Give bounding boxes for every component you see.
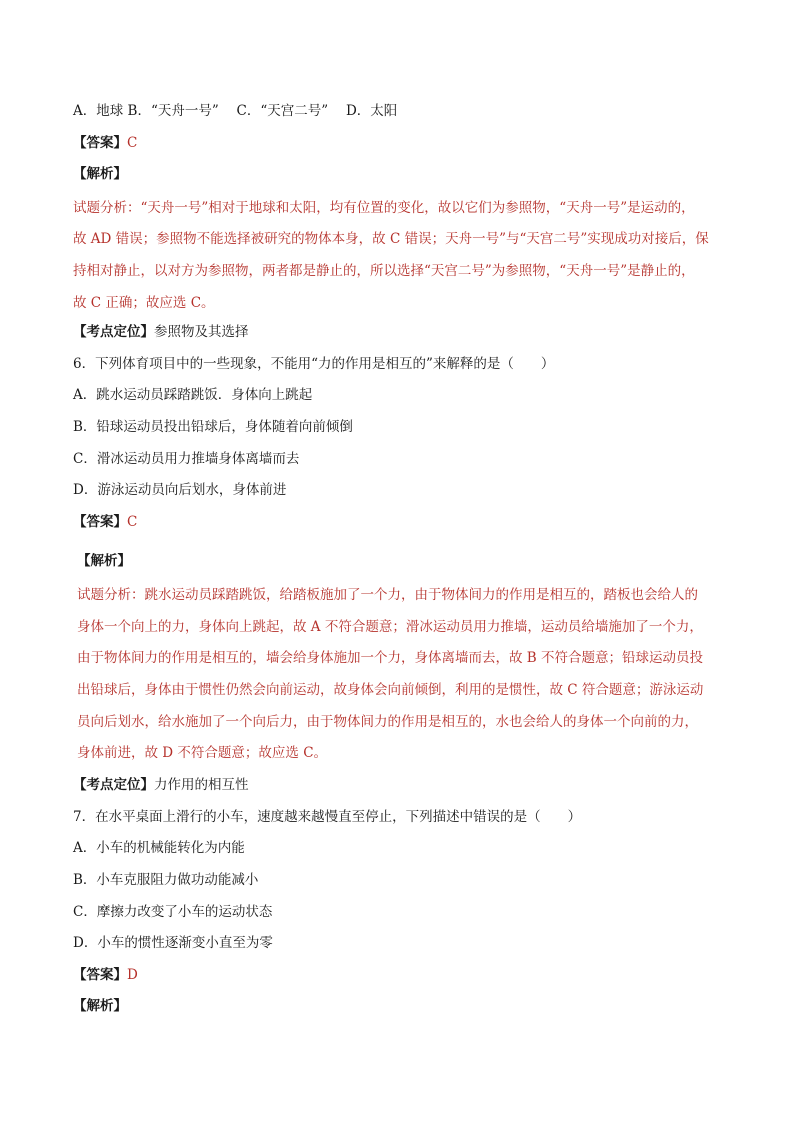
q5-analysis-text bbox=[73, 193, 733, 319]
answer-label: 【答案】 bbox=[73, 966, 127, 983]
q7-option-d: D．小车的惯性逐渐变小直至为零 bbox=[73, 935, 273, 952]
q7-option-a: A．小车的机械能转化为内能 bbox=[73, 840, 245, 857]
q7-analysis-label bbox=[73, 993, 733, 1025]
q7-question: 7．在水平桌面上滑行的小车，速度越来越慢直至停止，下列描述中错误的是（ ） bbox=[73, 808, 582, 825]
q6-option-a: A．跳水运动员踩踏跳饭．身体向上跳起 bbox=[73, 387, 313, 404]
answer-label: 【答案】 bbox=[73, 513, 127, 530]
q6-option-c: C．滑冰运动员用力推墙身体离墙而去 bbox=[73, 450, 300, 467]
answer-label: 【答案】 bbox=[73, 134, 127, 151]
point-label: 【考点定位】 bbox=[73, 777, 154, 794]
analysis-line: 持相对静止，以对方为参照物，两者都是静止的，所以选择“天宫二号”为参照物，“天舟一号”是静止的， bbox=[73, 262, 695, 279]
q6-analysis-label bbox=[73, 548, 733, 580]
answer-value: C bbox=[127, 513, 138, 530]
analysis-line: 故 C 正确；故应选 C。 bbox=[73, 294, 215, 311]
q7-option-c: C．摩擦力改变了小车的运动状态 bbox=[73, 903, 273, 920]
point-value: 力作用的相互性 bbox=[154, 777, 249, 794]
answer-value: C bbox=[127, 134, 138, 151]
q6-analysis-text bbox=[73, 580, 733, 770]
document-page bbox=[73, 98, 733, 1025]
q6-option-d: D．游泳运动员向后划水，身体前进 bbox=[73, 482, 287, 499]
analysis-line: 员向后划水，给水施加了一个向后力，由于物体间力的作用是相互的，水也会给人的身体一个向前的力， bbox=[77, 713, 698, 730]
analysis-label: 【解析】 bbox=[77, 553, 131, 570]
analysis-label: 【解析】 bbox=[73, 166, 127, 183]
analysis-line: 由于物体间力的作用是相互的，墙会给身体施加一个力，身体离墙而去，故 B 不符合题意；铅球运动员投 bbox=[77, 650, 704, 667]
q6-point bbox=[73, 772, 733, 804]
q6-option-b: B．铅球运动员投出铅球后，身体随着向前倾倒 bbox=[73, 418, 353, 435]
analysis-line: 试题分析：跳水运动员踩踏跳饭，给踏板施加了一个力，由于物体间力的作用是相互的，踏板也会给人的 bbox=[77, 586, 698, 603]
q6-answer bbox=[73, 509, 733, 541]
q5-analysis-label bbox=[73, 161, 733, 193]
answer-value: D bbox=[127, 966, 138, 983]
analysis-label: 【解析】 bbox=[73, 998, 127, 1015]
q5-answer bbox=[73, 130, 733, 162]
q7-option-b: B．小车克服阻力做功动能减小 bbox=[73, 871, 259, 888]
point-value: 参照物及其选择 bbox=[154, 324, 249, 341]
analysis-line: 试题分析：“天舟一号”相对于地球和太阳，均有位置的变化，故以它们为参照物，“天舟一号”是运动的， bbox=[73, 199, 695, 216]
point-label: 【考点定位】 bbox=[73, 324, 154, 341]
analysis-line: 故 AD 错误；参照物不能选择被研究的物体本身，故 C 错误；天舟一号”与“天宫二号”实现成功对接后，保 bbox=[73, 231, 709, 248]
q6-question: 6．下列体育项目中的一些现象，不能用“力的作用是相互的”来解释的是（ ） bbox=[73, 355, 555, 372]
analysis-line: 身体一个向上的力，身体向上跳起，故 A 不符合题意；滑冰运动员用力推墙，运动员给墙施加了一个力， bbox=[77, 618, 703, 635]
q5-options: A．地球 B．“天舟一号” C．“天宫二号” D．太阳 bbox=[73, 103, 398, 119]
q7-answer bbox=[73, 962, 733, 994]
analysis-line: 出铅球后，身体由于惯性仍然会向前运动，故身体会向前倾倒，利用的是惯性，故 C 符合题意；游泳运动 bbox=[77, 682, 704, 699]
analysis-line: 身体前进，故 D 不符合题意；故应选 C。 bbox=[77, 745, 328, 762]
q5-point bbox=[73, 319, 733, 351]
